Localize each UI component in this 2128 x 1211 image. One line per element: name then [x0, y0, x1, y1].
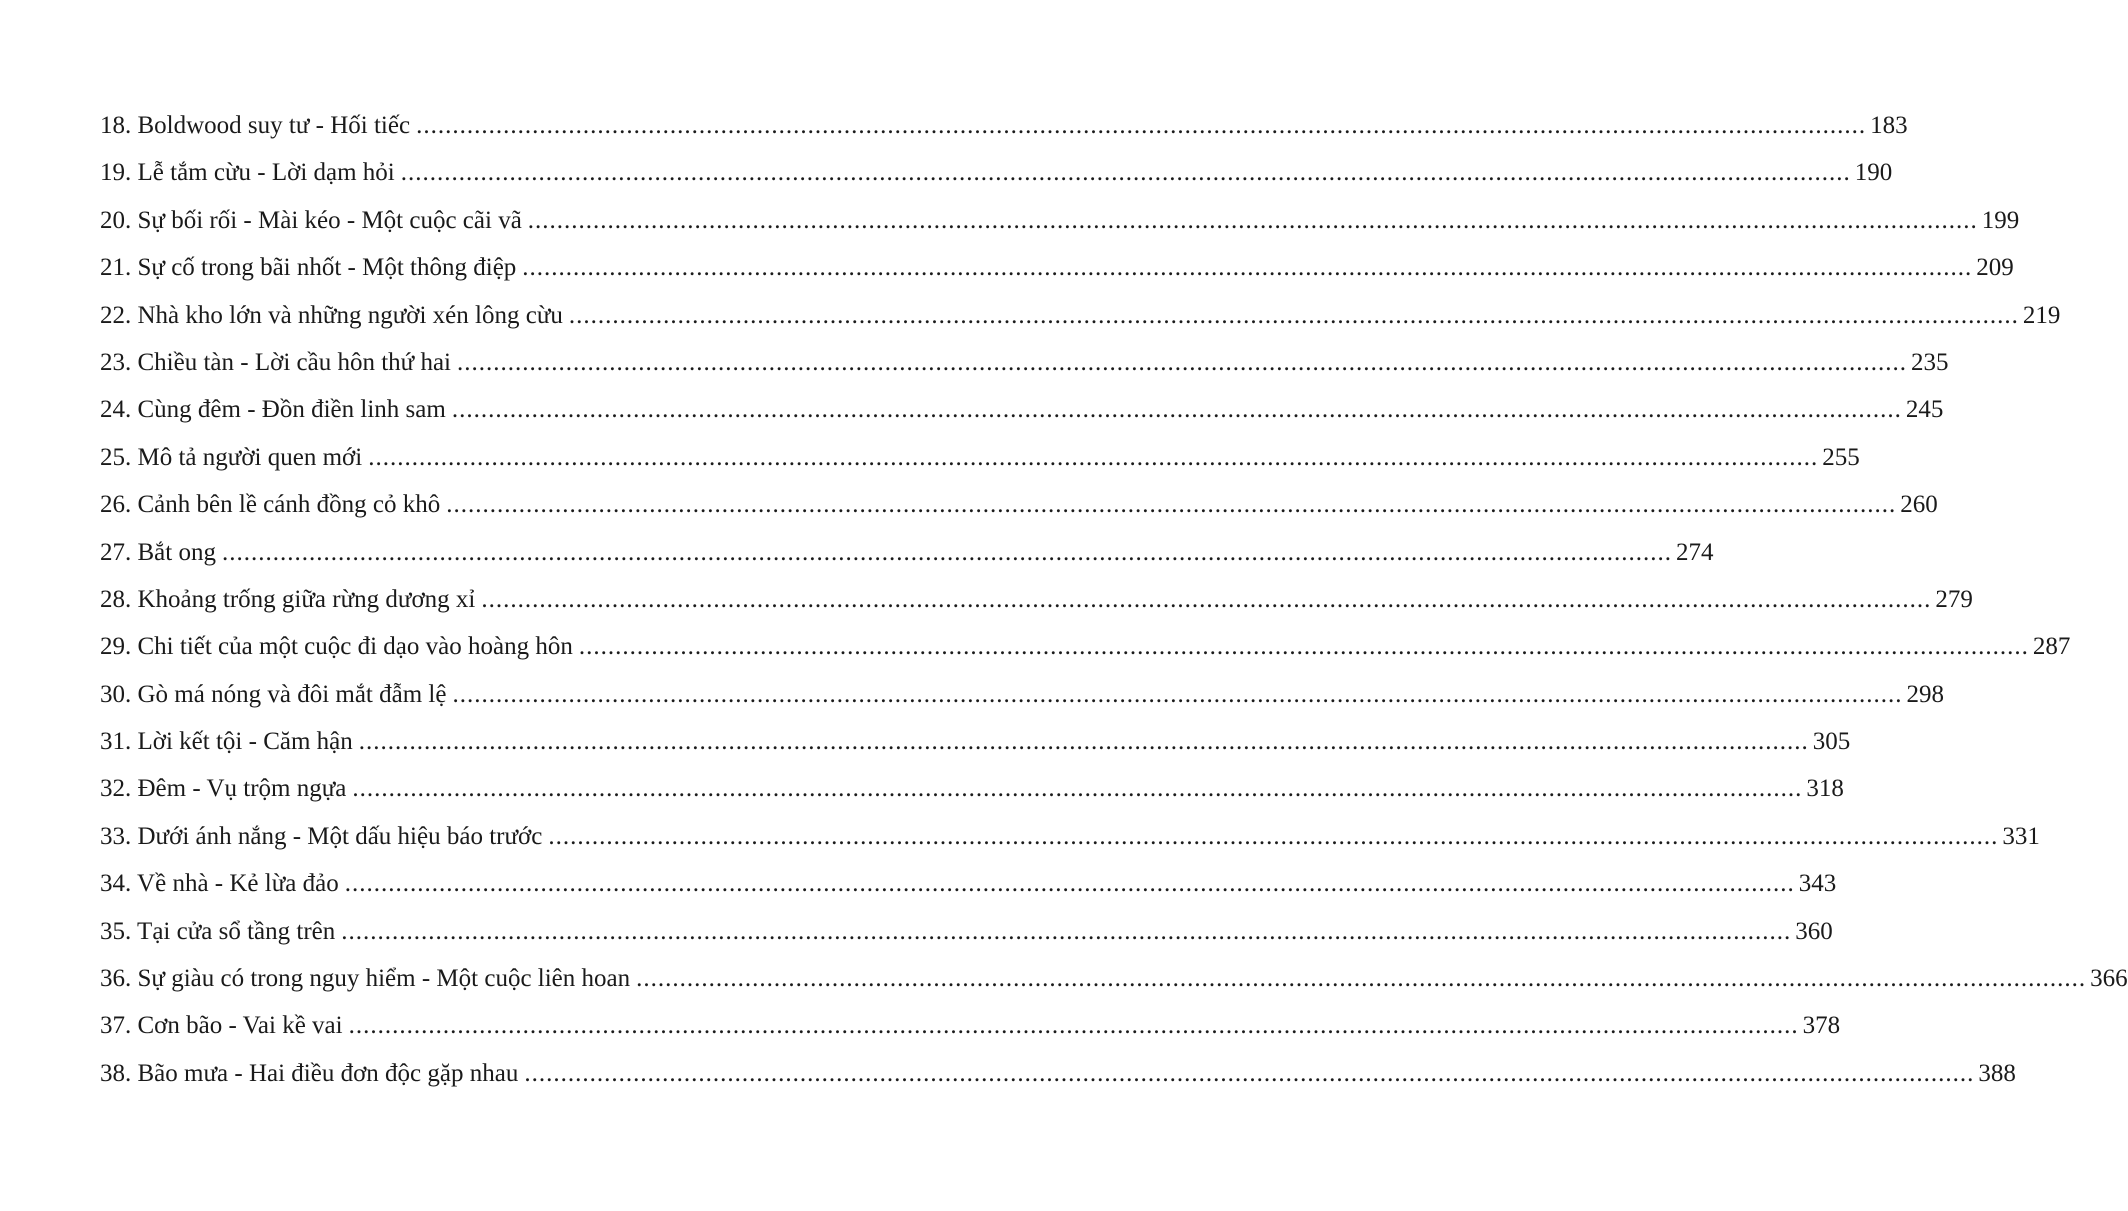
- toc-dot-leader: ........................................................................................................................................................................................................: [341, 917, 1792, 945]
- toc-dot-leader: ........................................................................................................................................................................................................: [446, 491, 1897, 519]
- toc-entry: [100, 775, 1844, 822]
- toc-entry-page: 298: [1906, 680, 1944, 708]
- toc-entry-page: 209: [1976, 254, 2014, 282]
- toc-dot-leader: ........................................................................................................................................................................................................: [344, 870, 1795, 898]
- toc-entry: [100, 348, 1949, 396]
- toc-entry-title: 38. Bão mưa - Hai điều đơn độc gặp nhau: [100, 1059, 519, 1087]
- toc-entry-title: 20. Sự bối rối - Mài kéo - Một cuộc cãi vã: [100, 206, 522, 234]
- toc-entry-title: 27. Bắt ong: [100, 538, 216, 566]
- toc-entry-title: 31. Lời kết tội - Căm hận: [100, 728, 353, 756]
- toc-entry-title: 19. Lễ tắm cừu - Lời dạm hỏi: [100, 159, 395, 187]
- toc-entry-page: 183: [1870, 112, 1908, 139]
- toc-entry-title: 28. Khoảng trống giữa rừng dương xỉ: [100, 585, 476, 613]
- toc-dot-leader: ........................................................................................................................................................................................................: [348, 1012, 1799, 1040]
- toc-entry-page: 388: [1978, 1059, 2016, 1087]
- toc-entry-page: 190: [1854, 159, 1893, 187]
- toc-dot-leader: ........................................................................................................................................................................................................: [452, 680, 1903, 708]
- toc-dot-leader: ........................................................................................................................................................................................................: [636, 965, 2087, 993]
- toc-dot-leader: ........................................................................................................................................................................................................: [548, 822, 1999, 850]
- toc-dot-leader: ........................................................................................................................................................................................................: [221, 538, 1672, 566]
- toc-entry: [100, 680, 1944, 728]
- toc-entry-title: 32. Đêm - Vụ trộm ngựa: [100, 775, 347, 803]
- toc-entry: [100, 1012, 1841, 1059]
- toc-entry-title: 29. Chi tiết của một cuộc đi dạo vào hoàng hôn: [100, 633, 573, 661]
- toc-entry: [100, 538, 1714, 586]
- toc-entry-title: 33. Dưới ánh nắng - Một dấu hiệu báo trước: [100, 822, 543, 850]
- toc-entry: [100, 917, 1833, 965]
- toc-entry: [100, 301, 2061, 349]
- toc-dot-leader: ........................................................................................................................................................................................................: [578, 633, 2029, 661]
- toc-dot-leader: ........................................................................................................................................................................................................: [416, 112, 1867, 139]
- toc-dot-leader: ........................................................................................................................................................................................................: [451, 396, 1902, 424]
- toc-entry-page: 287: [2032, 633, 2071, 661]
- toc-entry-page: 219: [2022, 301, 2061, 329]
- toc-entry-page: 378: [1802, 1012, 1841, 1040]
- toc-entry: [100, 159, 1893, 206]
- toc-entry: [100, 206, 2020, 254]
- toc-entry-title: 22. Nhà kho lớn và những người xén lông cừu: [100, 301, 563, 329]
- toc-entry-page: 279: [1935, 585, 1973, 613]
- toc-dot-leader: ........................................................................................................................................................................................................: [400, 159, 1851, 187]
- toc-dot-leader: ........................................................................................................................................................................................................: [368, 443, 1819, 471]
- toc-entry-page: 331: [2002, 822, 2040, 850]
- toc-entry-title: 23. Chiều tàn - Lời cầu hôn thứ hai: [100, 348, 452, 376]
- toc-entry-page: 343: [1798, 870, 1837, 898]
- toc-entry: [100, 822, 2040, 870]
- toc-entry: [100, 728, 1851, 775]
- toc-entry: [100, 112, 1908, 159]
- toc-entry: [100, 965, 2128, 1012]
- toc-dot-leader: ........................................................................................................................................................................................................: [527, 206, 1978, 234]
- toc-entry-title: 25. Mô tả người quen mới: [100, 443, 363, 471]
- toc-entry: [100, 1059, 2016, 1107]
- toc-entry-title: 24. Cùng đêm - Đồn điền linh sam: [100, 396, 446, 424]
- toc-entry: [100, 585, 1973, 633]
- toc-entry: [100, 870, 1837, 917]
- toc-entry-title: 35. Tại cửa sổ tầng trên: [100, 917, 336, 945]
- toc-dot-leader: ........................................................................................................................................................................................................: [358, 728, 1809, 756]
- toc-dot-leader: ........................................................................................................................................................................................................: [524, 1059, 1975, 1087]
- toc-entry: [100, 396, 1944, 443]
- toc-entry-page: 274: [1675, 538, 1714, 566]
- toc-entry-page: 260: [1900, 491, 1938, 519]
- toc-entry-page: 318: [1806, 775, 1844, 803]
- toc-entry: [100, 491, 1938, 538]
- toc-dot-leader: ........................................................................................................................................................................................................: [481, 585, 1932, 613]
- toc-entry-page: 255: [1822, 443, 1860, 471]
- toc-dot-leader: ........................................................................................................................................................................................................: [568, 301, 2019, 329]
- toc-entry-title: 26. Cảnh bên lề cánh đồng cỏ khô: [100, 491, 441, 519]
- toc-entry-title: 18. Boldwood suy tư - Hối tiếc: [100, 112, 411, 139]
- toc-entry-page: 235: [1911, 348, 1949, 376]
- toc-entry: [100, 254, 2014, 301]
- toc-entry-page: 360: [1795, 917, 1833, 945]
- toc-entry-page: 199: [1981, 206, 2020, 234]
- toc-entry-page: 245: [1905, 396, 1944, 424]
- toc-entry-page: 366: [2090, 965, 2128, 993]
- toc-entry-page: 305: [1812, 728, 1851, 756]
- toc-entry-title: 36. Sự giàu có trong nguy hiểm - Một cuộc liên hoan: [100, 965, 631, 993]
- toc-entry-title: 37. Cơn bão - Vai kề vai: [100, 1012, 343, 1040]
- toc-entry-title: 34. Về nhà - Kẻ lừa đảo: [100, 870, 339, 898]
- toc-dot-leader: ........................................................................................................................................................................................................: [457, 348, 1908, 376]
- toc-entry: [100, 633, 2071, 680]
- table-of-contents: [100, 112, 2128, 1107]
- toc-entry-title: 21. Sự cố trong bãi nhốt - Một thông điệp: [100, 254, 517, 282]
- toc-dot-leader: ........................................................................................................................................................................................................: [522, 254, 1973, 282]
- toc-entry: [100, 443, 1860, 491]
- toc-dot-leader: ........................................................................................................................................................................................................: [352, 775, 1803, 803]
- toc-entry-title: 30. Gò má nóng và đôi mắt đẫm lệ: [100, 680, 447, 708]
